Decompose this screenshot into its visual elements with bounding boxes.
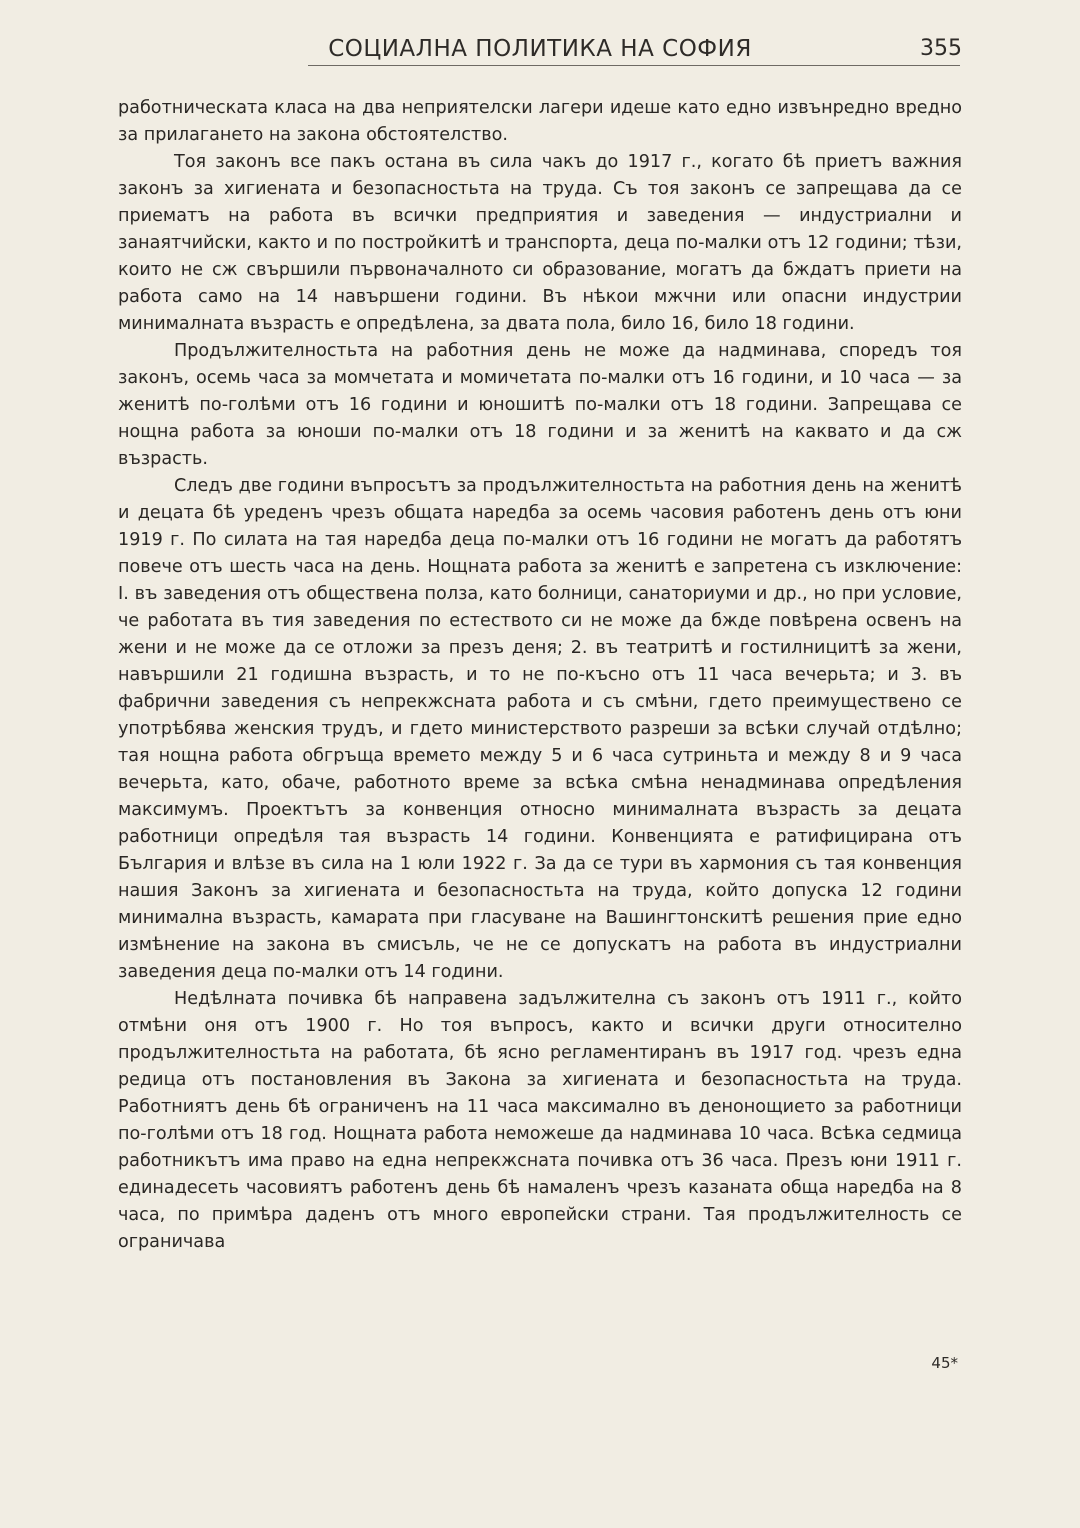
- page-number: 355: [920, 36, 962, 61]
- signature-mark: 45*: [931, 1354, 958, 1372]
- paragraph: Тоя законъ все пакъ остана въ сила чакъ до 1917 г., когато бѣ приетъ важния законъ за хигиената и безопасностьта на труда. Съ тоя законъ се запрещава да се приематъ на работа въ всички предприятия и заведения — индустриални и занаятчийски, както и по постройкитѣ и транспорта, деца по-малки отъ 12 години; тѣзи, които не сж свършили първоначалното си образование, могатъ да бждатъ приети на работа само на 14 навършени години. Въ нѣкои мжчни или опасни индустрии минималната възрасть е опредѣлена, за двата пола, било 16, било 18 години.: [118, 152, 962, 334]
- running-title: СОЦИАЛНА ПОЛИТИКА НА СОФИЯ: [328, 36, 752, 62]
- page-header: [118, 36, 962, 66]
- paragraph: Продължителностьта на работния день не може да надминава, споредъ тоя законъ, осемь часа за момчетата и момичетата по-малки отъ 16 години, и 10 часа — за женитѣ по-голѣми отъ 16 години и юношитѣ по-малки отъ 18 години. Запрещава се нощна работа за юноши по-малки отъ 18 години и за женитѣ на каквато и да сж възрасть.: [118, 341, 962, 469]
- body-text: [118, 95, 962, 1256]
- header-rule: [308, 65, 960, 66]
- paragraph: Следъ две години въпросътъ за продължителностьта на работния день на женитѣ и децата бѣ уреденъ чрезъ общата наредба за осемь часовия работенъ день отъ юни 1919 г. По силата на тая наредба деца по-малки отъ 16 години не могатъ да работятъ повече отъ шесть часа на день. Нощната работа за женитѣ е запретена съ изключение: I. въ заведения отъ обществена полза, като болници, санаториуми и др., но при условие, че работата въ тия заведения по естеството си не може да бжде повѣрена освенъ на жени и не може да се отложи за презъ деня; 2. въ театритѣ и гостилницитѣ за жени, навършили 21 годишна възрасть, и то не по-късно отъ 11 часа вечерьта; и 3. въ фабрични заведения съ непрекжсната работа и съ смѣни, гдето преимуществено се употрѣбява женския трудъ, и гдето министерството разреши за всѣки случай отдѣлно; тая нощна работа обгръща времето между 5 и 6 часа сутриньта и между 8 и 9 часа вечерьта, като, обаче, работното време за всѣка смѣна ненадминава опредѣления максимумъ. Проектътъ за конвенция относно минималната възрасть за децата работници опредѣля тая възрасть 14 години. Конвенцията е ратифицирана отъ България и влѣзе въ сила на 1 юли 1922 г. За да се тури въ хармония съ тая конвенция нашия Законъ за хигиената и безопасностьта на труда, който допуска 12 години минимална възрасть, камарата при гласуване на Вашингтонскитѣ решения прие едно измѣнение на закона въ смисъль, че не се допускатъ на работа въ индустриални заведения деца по-малки отъ 14 години.: [118, 476, 962, 982]
- paragraph: работническата класа на два неприятелски лагери идеше като едно извънредно вредно за прилагането на закона обстоятелство.: [118, 98, 962, 145]
- paragraph: Недѣлната почивка бѣ направена задължителна съ законъ отъ 1911 г., който отмѣни оня отъ 1900 г. Но тоя въпросъ, както и всички други относително продължителностьта на работата, бѣ ясно регламентиранъ въ 1917 год. чрезъ една редица отъ постановления въ Закона за хигиената и безопасностьта на труда. Работниятъ день бѣ ограниченъ на 11 часа максимално въ денонощието за работници по-голѣми отъ 18 год. Нощната работа неможеше да надминава 10 часа. Всѣка седмица работникътъ има право на една непрекжсната почивка отъ 36 часа. Презъ юни 1911 г. единадесеть часовиятъ работенъ день бѣ намаленъ чрезъ казаната обща наредба на 8 часа, по примѣра даденъ отъ много европейски страни. Тая продължителность се ограничава: [118, 989, 962, 1252]
